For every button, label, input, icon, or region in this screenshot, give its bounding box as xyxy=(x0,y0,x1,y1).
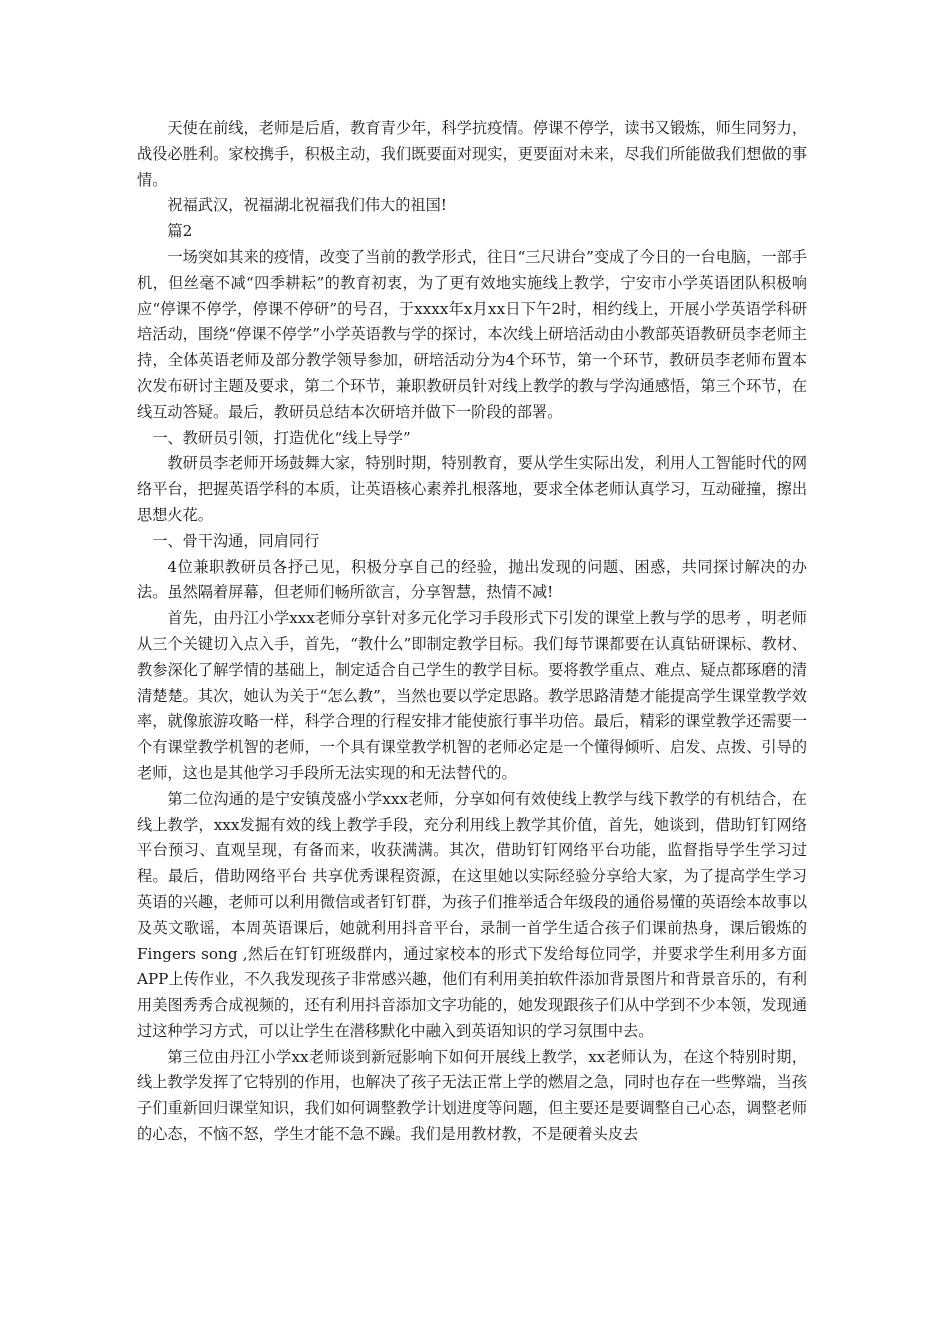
paragraph: 第二位沟通的是宁安镇茂盛小学xxx老师，分享如何有效使线上教学与线下教学的有机结合，在线上教学，xxx发掘有效的线上教学手段，充分利用线上教学其价值，首先，她谈到，借助钉钉网络平台预习、直观呈现，有备而来，收获满满。其次，借助钉钉网络平台功能，监督指导学生学习过程。最后，借助网络平台 共享优秀课程资源，在这里她以实际经验分享给大家，为了提高学生学习英语的兴趣，老师可以利用微信或者钉钉群，为孩子们推举适合年级段的通俗易懂的英语绘本故事以及英文歌谣，本周英语课后，她就利用抖音平台，录制一首学生适合孩子们课前热身，课后锻炼的Fingers song ,然后在钉钉班级群内，通过家校本的形式下发给每位同学，并要求学生利用多方面APP上传作业，不久我发现孩子非常感兴趣，他们有利用美拍软件添加背景图片和背景音乐的，有利用美图秀秀合成视频的，还有利用抖音添加文字功能的，她发现跟孩子们从中学到不少本领，发现通过这种学习方式，可以让学生在潜移默化中融入到英语知识的学习氛围中去。 xyxy=(137,789,807,1040)
document-body xyxy=(137,116,807,1148)
section-heading: 篇2 xyxy=(167,222,193,241)
paragraph: 祝福武汉，祝福湖北祝福我们伟大的祖国! xyxy=(167,196,447,215)
section-heading: 一、骨干沟通，同肩同行 xyxy=(152,531,320,550)
paragraph: 第三位由丹江小学xx老师谈到新冠影响下如何开展线上教学，xx老师认为，在这个特别时期，线上教学发挥了它特别的作用，也解决了孩子无法正常上学的燃眉之急，同时也存在一些弊端，当孩子们重新回归课堂知识，我们如何调整教学计划进度等问题，但主要还是要调整自己心态，调整老师的心态，不恼不怒，学生才能不急不躁。我们是用教材教，不是硬着头皮去 xyxy=(137,1047,807,1144)
paragraph: 首先，由丹江小学xxx老师分享针对多元化学习手段形式下引发的课堂上教与学的思考 ，明老师从三个关键切入点入手，首先，“教什么”即制定教学目标。我们每节课都要在认真钻研课标、教材、教参深化了解学情的基础上，制定适合自己学生的教学目标。要将教学重点、难点、疑点都琢磨的清清楚楚。其次，她认为关于“怎么教”，当然也要以学定思路。教学思路清楚才能提高学生课堂教学效率，就像旅游攻略一样，科学合理的行程安排才能使旅行事半功倍。最后，精彩的课堂教学还需要一个有课堂教学机智的老师，一个具有课堂教学机智的老师必定是一个懂得倾听、启发、点拨、引导的老师，这也是其他学习手段所无法实现的和无法替代的。 xyxy=(137,609,807,782)
paragraph: 一场突如其来的疫情，改变了当前的教学形式，往日“三尺讲台”变成了今日的一台电脑，一部手机，但丝毫不减“四季耕耘”的教育初衷，为了更有效地实施线上教学，宁安市小学英语团队积极响应“停课不停学，停课不停研”的号召，于xxxx年x月xx日下午2时，相约线上，开展小学英语学科研培活动，围绕“停课不停学”小学英语教与学的探讨，本次线上研培活动由小教部英语教研员李老师主持，全体英语老师及部分教学领导参加，研培活动分为4个环节，第一个环节，教研员李老师布置本次发布研讨主题及要求，第二个环节，兼职教研员针对线上教学的教与学沟通感悟，第三个环节，在线互动答疑。最后，教研员总结本次研培并做下一阶段的部署。 xyxy=(137,247,807,421)
paragraph: 天使在前线，老师是后盾，教育青少年，科学抗疫情。停课不停学，读书又锻炼，师生同努力，战役必胜利。家校携手，积极主动，我们既要面对现实，更要面对未来，尽我们所能做我们想做的事情。 xyxy=(137,119,807,189)
section-heading: 一、教研员引领，打造优化“线上导学” xyxy=(152,428,411,447)
paragraph: 教研员李老师开场鼓舞大家，特别时期，特别教育，要从学生实际出发，利用人工智能时代的网络平台，把握英语学科的本质，让英语核心素养扎根落地，要求全体老师认真学习，互动碰撞，擦出思想火花。 xyxy=(137,454,807,524)
paragraph: 4位兼职教研员各抒己见，积极分享自己的经验，抛出发现的问题、困惑，共同探讨解决的办法。虽然隔着屏幕，但老师们畅所欲言，分享智慧，热情不减! xyxy=(137,557,807,602)
